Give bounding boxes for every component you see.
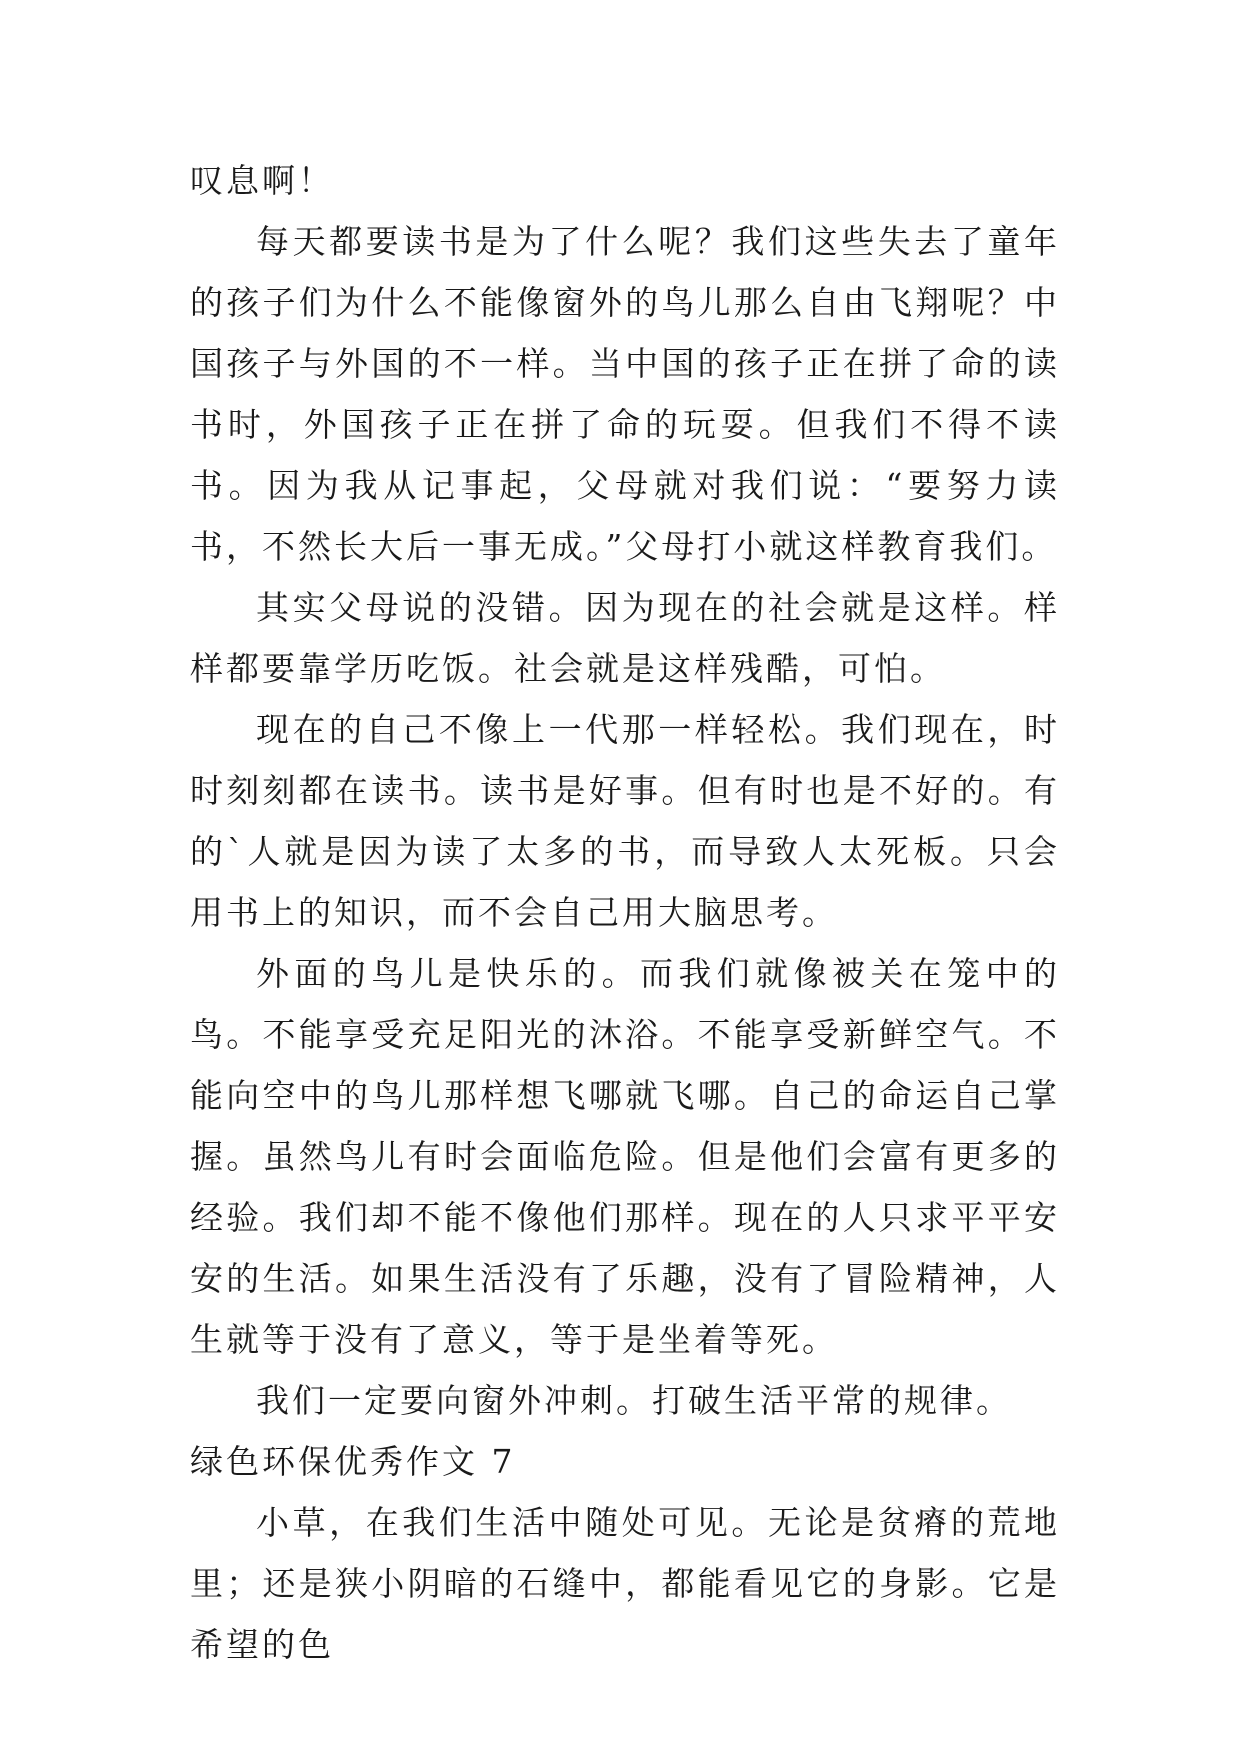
paragraph-reading-always: 现在的自己不像上一代那一样轻松。我们现在，时时刻刻都在读书。读书是好事。但有时也是不好的。有的`人就是因为读了太多的书，而导致人太死板。只会用书上的知识，而不会自己用大脑思考。 xyxy=(190,710,1060,932)
document-body xyxy=(190,150,1060,1675)
paragraph-reading-purpose: 每天都要读书是为了什么呢？我们这些失去了童年的孩子们为什么不能像窗外的鸟儿那么自由飞翔呢？中国孩子与外国的不一样。当中国的孩子正在拼了命的读书时，外国孩子正在拼了命的玩耍。但我们不得不读书。因为我从记事起，父母就对我们说：“要努力读书，不然长大后一事无成。”父母打小就这样教育我们。 xyxy=(190,222,1060,566)
section-heading: 绿色环保优秀作文 7 xyxy=(190,1442,516,1481)
paragraph-break-out: 我们一定要向窗外冲刺。打破生活平常的规律。 xyxy=(256,1381,1012,1420)
continuation-line: 叹息啊！ xyxy=(190,161,334,200)
paragraph-grass: 小草，在我们生活中随处可见。无论是贫瘠的荒地里；还是狭小阴暗的石缝中，都能看见它的身影。它是希望的色 xyxy=(190,1503,1060,1664)
paragraph-birds-outside: 外面的鸟儿是快乐的。而我们就像被关在笼中的鸟。不能享受充足阳光的沐浴。不能享受新鲜空气。不能向空中的鸟儿那样想飞哪就飞哪。自己的命运自己掌握。虽然鸟儿有时会面临危险。但是他们会富有更多的经验。我们却不能不像他们那样。现在的人只求平平安安的生活。如果生活没有了乐趣，没有了冒险精神，人生就等于没有了意义，等于是坐着等死。 xyxy=(190,954,1060,1359)
paragraph-parents-right: 其实父母说的没错。因为现在的社会就是这样。样样都要靠学历吃饭。社会就是这样残酷，可怕。 xyxy=(190,588,1060,688)
